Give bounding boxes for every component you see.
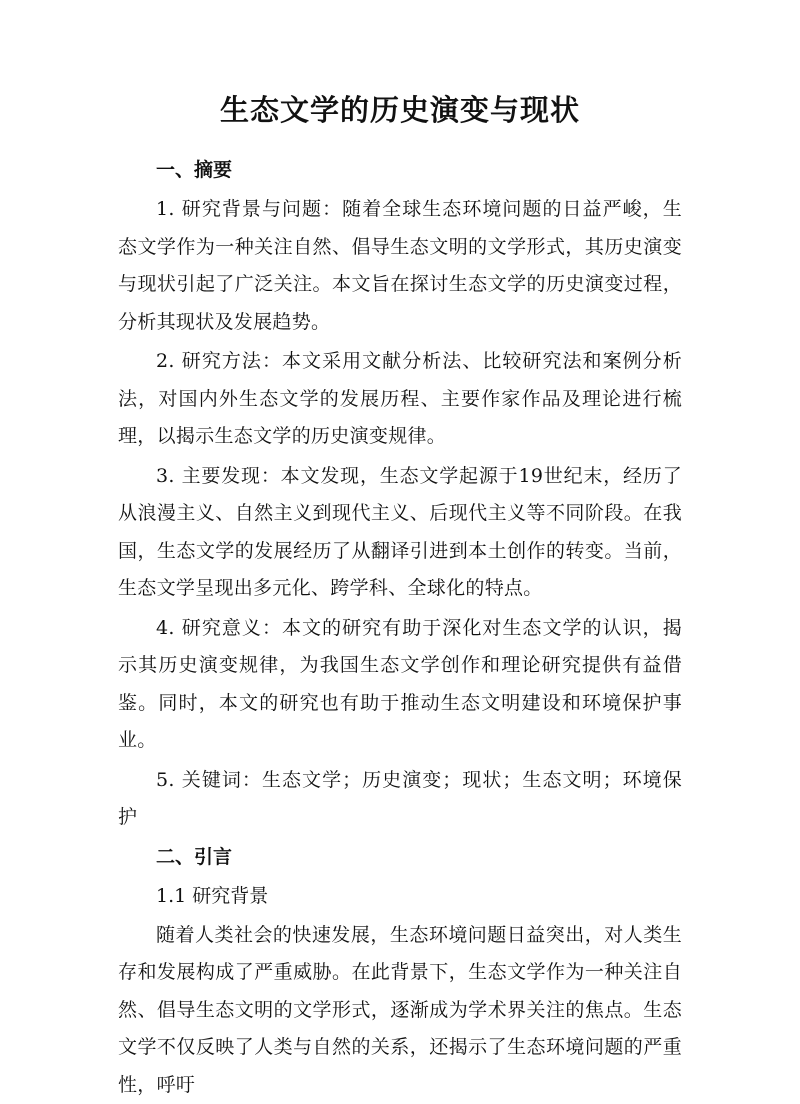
intro-paragraph: 随着人类社会的快速发展，生态环境问题日益突出，对人类生存和发展构成了严重威胁。在此背景下，生态文学作为一种关注自然、倡导生态文明的文学形式，逐渐成为学术界关注的焦点。生态文学不仅反映了人类与自然的关系，还揭示了生态环境问题的严重性，呼吁 [118,917,682,1104]
subsection-heading-background: 1.1 研究背景 [118,878,682,915]
abstract-item-findings: 3. 主要发现：本文发现，生态文学起源于19世纪末，经历了从浪漫主义、自然主义到现代主义、后现代主义等不同阶段。在我国，生态文学的发展经历了从翻译引进到本土创作的转变。当前，生态文学呈现出多元化、跨学科、全球化的特点。 [118,458,682,608]
abstract-item-method: 2. 研究方法：本文采用文献分析法、比较研究法和案例分析法，对国内外生态文学的发展历程、主要作家作品及理论进行梳理，以揭示生态文学的历史演变规律。 [118,343,682,456]
document-title: 生态文学的历史演变与现状 [118,90,682,130]
section-heading-abstract: 一、摘要 [118,152,682,189]
abstract-item-keywords: 5. 关键词：生态文学；历史演变；现状；生态文明；环境保护 [118,762,682,837]
abstract-item-background: 1. 研究背景与问题：随着全球生态环境问题的日益严峻，生态文学作为一种关注自然、倡导生态文明的文学形式，其历史演变与现状引起了广泛关注。本文旨在探讨生态文学的历史演变过程，分析其现状及发展趋势。 [118,191,682,341]
abstract-item-significance: 4. 研究意义：本文的研究有助于深化对生态文学的认识，揭示其历史演变规律，为我国生态文学创作和理论研究提供有益借鉴。同时，本文的研究也有助于推动生态文明建设和环境保护事业。 [118,610,682,760]
section-heading-introduction: 二、引言 [118,839,682,876]
